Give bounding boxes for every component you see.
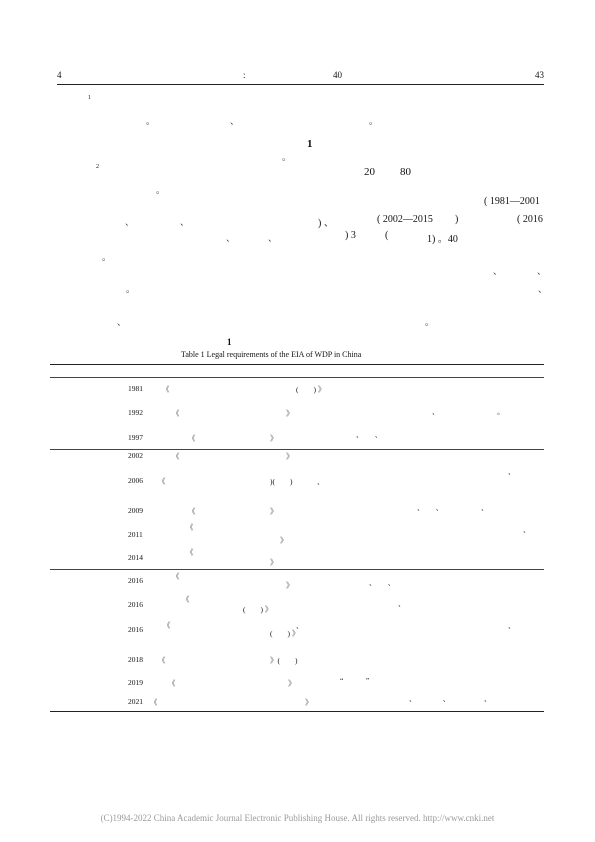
row-open-bracket: 《: [158, 656, 166, 665]
punct: ) 3: [345, 230, 356, 241]
row-year: 1992: [128, 408, 143, 417]
row-close-bracket: ( ) 》: [243, 605, 273, 614]
row-close-bracket: ( ) 》: [296, 385, 326, 394]
row-year: 2019: [128, 678, 143, 687]
punct: 、: [125, 217, 135, 227]
row-open-bracket: 《: [172, 572, 180, 581]
row-close-bracket: 》: [270, 558, 278, 567]
row-close-bracket: 》: [270, 507, 278, 516]
superscript-2: 2: [96, 164, 99, 170]
header-volume: 40: [333, 70, 342, 80]
row-punct: 、 、: [417, 503, 444, 512]
row-punct: 、: [481, 503, 489, 512]
row-punct: 、: [432, 407, 440, 416]
row-close-bracket: 》: [286, 452, 294, 461]
row-open-bracket: 《: [158, 477, 166, 486]
row-year: 1997: [128, 433, 143, 442]
row-year: 2021: [128, 697, 143, 706]
punct: 。: [425, 317, 435, 327]
row-open-bracket: 《: [182, 595, 190, 604]
header-separator: :: [243, 70, 246, 80]
row-open-bracket: 《: [150, 698, 158, 707]
punct: 。: [156, 185, 166, 195]
row-close-bracket: 》( ): [270, 656, 298, 665]
punct: ) 、: [318, 218, 334, 229]
period-2: ( 2002—2015: [377, 214, 433, 225]
row-year: 2016: [128, 625, 143, 634]
punct: 、: [493, 266, 503, 276]
row-punct: 、: [508, 621, 516, 630]
punct: 、: [117, 317, 127, 327]
row-year: 2009: [128, 506, 143, 515]
row-year: 2016: [128, 576, 143, 585]
row-open-bracket: 《: [186, 523, 194, 532]
section-number: 1: [307, 138, 313, 150]
punct: 、: [538, 284, 548, 294]
number-80: 80: [400, 166, 411, 178]
row-open-bracket: 《: [172, 452, 180, 461]
table-header-rule: [50, 377, 544, 378]
row-close-bracket: 》: [288, 679, 296, 688]
row-year: 2014: [128, 553, 143, 562]
row-punct: 、: [317, 477, 325, 486]
punct: ): [455, 214, 459, 225]
row-open-bracket: 《: [163, 621, 171, 630]
punct: 、: [537, 266, 547, 276]
row-close-bracket: 》: [286, 409, 294, 418]
punct: (: [385, 230, 389, 241]
row-punct: 、: [508, 467, 516, 476]
header-page-number: 4: [57, 70, 62, 80]
superscript-1: 1: [88, 95, 91, 101]
copyright-footer: (C)1994-2022 China Academic Journal Electronic Publishing House. All rights reserved. http://www.cnki.net: [100, 813, 495, 823]
punct: 。: [369, 116, 379, 126]
row-close-bracket: 》: [280, 536, 288, 545]
row-year: 2016: [128, 600, 143, 609]
row-close-bracket: 》: [286, 581, 294, 590]
row-punct: 、 、: [369, 578, 396, 587]
row-year: 1981: [128, 384, 143, 393]
period-3: ( 2016: [517, 214, 543, 225]
table-number: 1: [227, 337, 232, 347]
punct: 。: [146, 116, 156, 126]
table-group-rule: [50, 449, 544, 450]
row-punct: 、: [523, 525, 531, 534]
row-open-bracket: 《: [168, 679, 176, 688]
number-20: 20: [364, 166, 375, 178]
period-1: ( 1981—2001: [484, 196, 540, 207]
table-caption: Table 1 Legal requirements of the EIA of WDP in China: [181, 350, 362, 359]
punct: 、: [230, 116, 240, 126]
punct: 。: [126, 284, 136, 294]
punct: 、: [268, 233, 278, 243]
punct: 1) 。40: [427, 234, 458, 245]
row-close-bracket: 》: [270, 434, 278, 443]
header-rule: [57, 84, 544, 85]
row-punct: 、 、: [356, 430, 383, 439]
row-close-bracket: )( ): [270, 477, 293, 486]
row-punct: 。: [497, 407, 505, 416]
row-year: 2006: [128, 476, 143, 485]
row-close-bracket: ( ) 》: [270, 629, 300, 638]
punct: 、: [226, 233, 236, 243]
row-open-bracket: 《: [186, 548, 194, 557]
punct: 。: [102, 252, 112, 262]
row-punct: 、 、 、: [409, 694, 492, 703]
punct: 、: [180, 217, 190, 227]
table-bottom-rule: [50, 711, 544, 712]
row-punct: 、: [296, 621, 304, 630]
row-year: 2011: [128, 530, 143, 539]
punct: 。: [282, 152, 292, 162]
table-top-rule: [50, 364, 544, 365]
row-open-bracket: 《: [162, 385, 170, 394]
row-punct: 、: [398, 599, 406, 608]
row-year: 2018: [128, 655, 143, 664]
row-year: 2002: [128, 451, 143, 460]
row-open-bracket: 《: [172, 409, 180, 418]
table-group-rule: [50, 569, 544, 570]
row-quote: “ ”: [340, 676, 370, 685]
row-close-bracket: 》: [305, 698, 313, 707]
header-total: 43: [535, 70, 544, 80]
row-open-bracket: 《: [188, 507, 196, 516]
row-open-bracket: 《: [188, 434, 196, 443]
